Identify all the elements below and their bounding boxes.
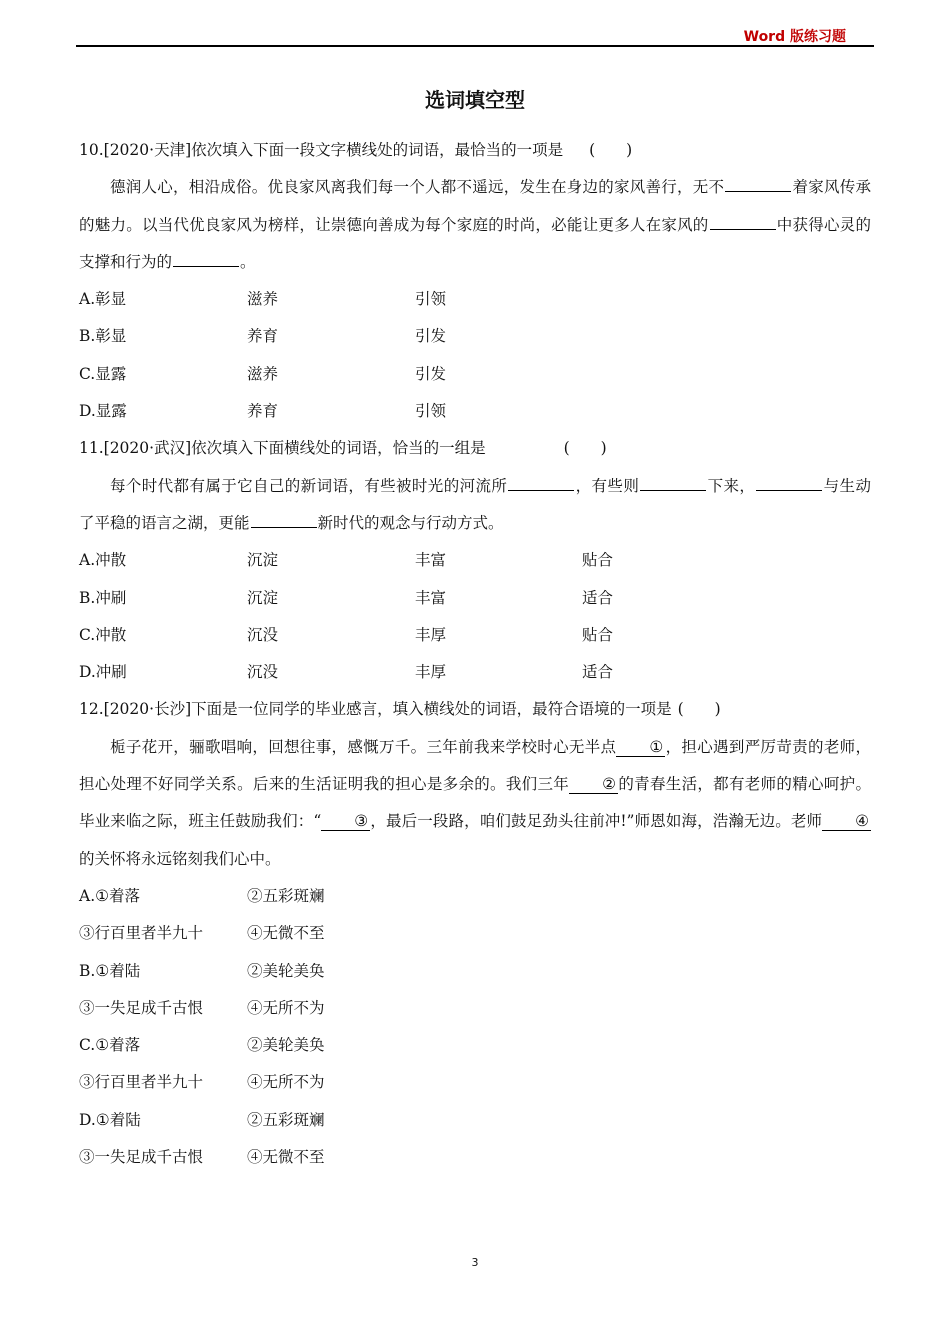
answer-paren: ( ) bbox=[677, 700, 721, 719]
option-row: ③行百里者半九十 ④无微不至 bbox=[79, 924, 325, 943]
blank bbox=[756, 489, 822, 491]
option-row: A.彰显 滋养 引领 bbox=[79, 290, 447, 309]
option-row: D.冲刷 沉没 丰厚 适合 bbox=[79, 663, 614, 682]
question-11-passage: 每个时代都有属于它自己的新词语，有些被时光的河流所 ，有些则 下来， 与生动了平稳的语言之湖，更能 新时代的观念与行动方式。 bbox=[79, 476, 871, 532]
question-12-stem: 12.[2020·长沙]下面是一位同学的毕业感言，填入横线处的词语，最符合语境的一项是 ( ) bbox=[79, 691, 871, 728]
blank bbox=[710, 228, 776, 230]
numbered-blank: ③ bbox=[321, 812, 370, 831]
option-row: C.①着落 ②美轮美奂 bbox=[79, 1036, 325, 1055]
option-row: C.冲散 沉没 丰厚 贴合 bbox=[79, 625, 614, 644]
option-row: B.①着陆 ②美轮美奂 bbox=[79, 961, 325, 980]
blank bbox=[251, 526, 317, 528]
numbered-blank: ④ bbox=[822, 812, 871, 831]
blank bbox=[173, 265, 239, 267]
question-12-passage: 栀子花开，骊歌唱响，回想往事，感慨万千。三年前我来学校时心无半点 ① ，担心遇到严厉苛责的老师，担心处理不好同学关系。后来的生活证明我的担心是多余的。我们三年 ② 的青春生活，都有老师的精心呵护。毕业来临之际，班主任鼓励我们：“ ③ ，最后一段路，咱们鼓足劲头往前冲!”师恩如海，浩瀚无边。老师 ④的关怀将永远铭刻我们心中。 bbox=[79, 737, 871, 868]
page-number: 3 bbox=[471, 1256, 479, 1269]
option-row: B.彰显 养育 引发 bbox=[79, 327, 447, 346]
option-row: D.①着陆 ②五彩斑斓 bbox=[79, 1110, 325, 1129]
option-row: ③一失足成千古恨 ④无微不至 bbox=[79, 1148, 325, 1167]
numbered-blank: ① bbox=[616, 738, 665, 757]
question-11-stem: 11.[2020·武汉]依次填入下面横线处的词语，恰当的一组是 ( ) bbox=[79, 430, 871, 467]
answer-paren: ( ) bbox=[563, 439, 607, 458]
blank bbox=[640, 489, 706, 491]
option-row: A.冲散 沉淀 丰富 贴合 bbox=[79, 551, 614, 570]
page-title: 选词填空型 bbox=[425, 88, 525, 112]
answer-paren: ( ) bbox=[589, 141, 633, 159]
numbered-blank: ② bbox=[569, 775, 618, 794]
question-10-stem: 10.[2020·天津]依次填入下面一段文字横线处的词语，最恰当的一项是 ( ) bbox=[79, 132, 871, 169]
option-row: C.显露 滋养 引发 bbox=[79, 364, 447, 383]
blank bbox=[725, 190, 791, 192]
option-row: D.显露 养育 引领 bbox=[79, 402, 447, 421]
blank bbox=[508, 489, 574, 491]
option-row: ③行百里者半九十 ④无所不为 bbox=[79, 1073, 325, 1092]
header-rule bbox=[76, 45, 874, 47]
option-row: A.①着落 ②五彩斑斓 bbox=[79, 886, 325, 905]
header-badge: Word 版练习题 bbox=[743, 29, 846, 45]
option-row: B.冲刷 沉淀 丰富 适合 bbox=[79, 588, 614, 607]
content bbox=[79, 132, 871, 1176]
option-row: ③一失足成千古恨 ④无所不为 bbox=[79, 998, 325, 1017]
question-10-passage: 德润人心，相沿成俗。优良家风离我们每一个人都不遥远，发生在身边的家风善行，无不 着家风传承的魅力。以当代优良家风为榜样，让崇德向善成为每个家庭的时尚，必能让更多人在家风的 中获得心灵的支撑和行为的 。 bbox=[79, 178, 871, 271]
